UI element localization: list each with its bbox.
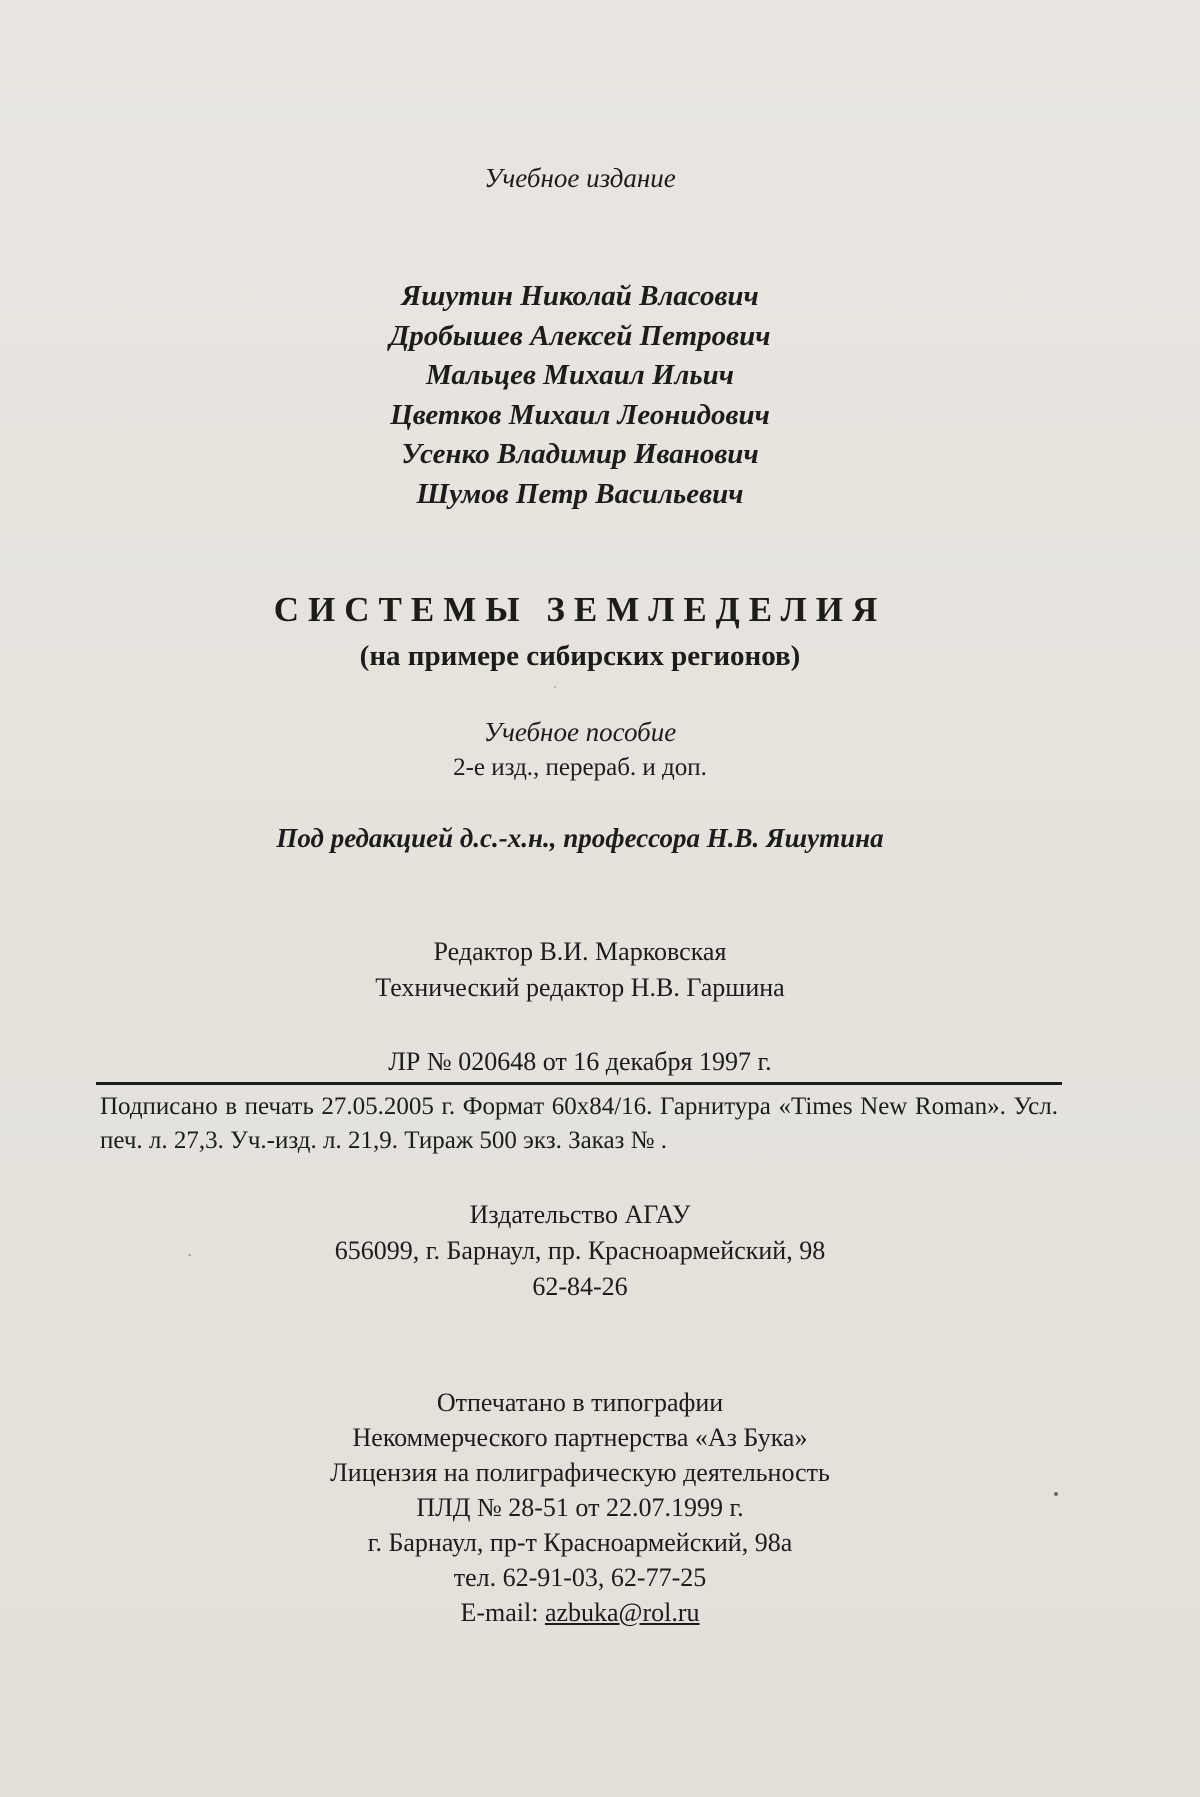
edition-info: 2-е изд., перераб. и доп. (453, 754, 707, 781)
editor-credit: Редактор В.И. Марковская (433, 937, 727, 966)
publisher-phone: 62-84-26 (532, 1272, 628, 1301)
email-label: E-mail: (460, 1598, 545, 1627)
tech-editor-credit: Технический редактор Н.В. Гаршина (375, 973, 785, 1002)
edited-by: Под редакцией д.с.-х.н., профессора Н.В. Яшутина (276, 823, 884, 853)
printer-license-number: ПЛД № 28-51 от 22.07.1999 г. (416, 1493, 744, 1522)
author-name: Цветков Михаил Леонидович (390, 398, 770, 431)
paper-speck (554, 686, 556, 688)
email-link[interactable]: azbuka@rol.ru (544, 1598, 700, 1627)
printer-info (0, 1385, 1160, 1630)
author-name: Мальцев Михаил Ильич (425, 359, 735, 391)
publisher-info (0, 1197, 1160, 1305)
paper-speck (1054, 1492, 1058, 1496)
printer-phones: тел. 62-91-03, 62-77-25 (453, 1563, 707, 1592)
book-title: СИСТЕМЫ ЗЕМЛЕДЕЛИЯ (273, 590, 887, 629)
license-number: ЛР № 020648 от 16 декабря 1997 г. (388, 1047, 772, 1076)
author-name: Яшутин Николай Власович (401, 280, 759, 312)
author-name: Усенко Владимир Иванович (401, 438, 759, 470)
author-list (0, 277, 1160, 514)
printer-email-line (0, 1595, 1160, 1630)
book-subtitle: (на примере сибирских регионов) (359, 640, 801, 672)
print-details: Подписано в печать 27.05.2005 г. Формат 60х84/16. Гарнитура «Times New Roman». Усл. печ. л. 27,3. Уч.-изд. л. 21,9. Тираж 500 экз. Заказ № . (100, 1093, 1058, 1154)
book-type: Учебное пособие (483, 717, 677, 747)
edition-type: Учебное издание (484, 163, 676, 193)
printer-line: Отпечатано в типографии (436, 1388, 724, 1417)
printer-name: Некоммерческого партнерства «Аз Бука» (352, 1423, 808, 1452)
printer-address: г. Барнаул, пр-т Красноармейский, 98а (367, 1528, 793, 1557)
publisher-address: 656099, г. Барнаул, пр. Красноармейский, 98 (334, 1236, 826, 1265)
author-name: Шумов Петр Васильевич (416, 477, 744, 510)
divider-line (96, 1082, 1062, 1085)
publisher-name: Издательство АГАУ (469, 1200, 691, 1229)
author-name: Дробышев Алексей Петрович (389, 319, 771, 352)
printer-license-label: Лицензия на полиграфическую деятельность (330, 1458, 830, 1487)
paper-speck (188, 1254, 191, 1256)
